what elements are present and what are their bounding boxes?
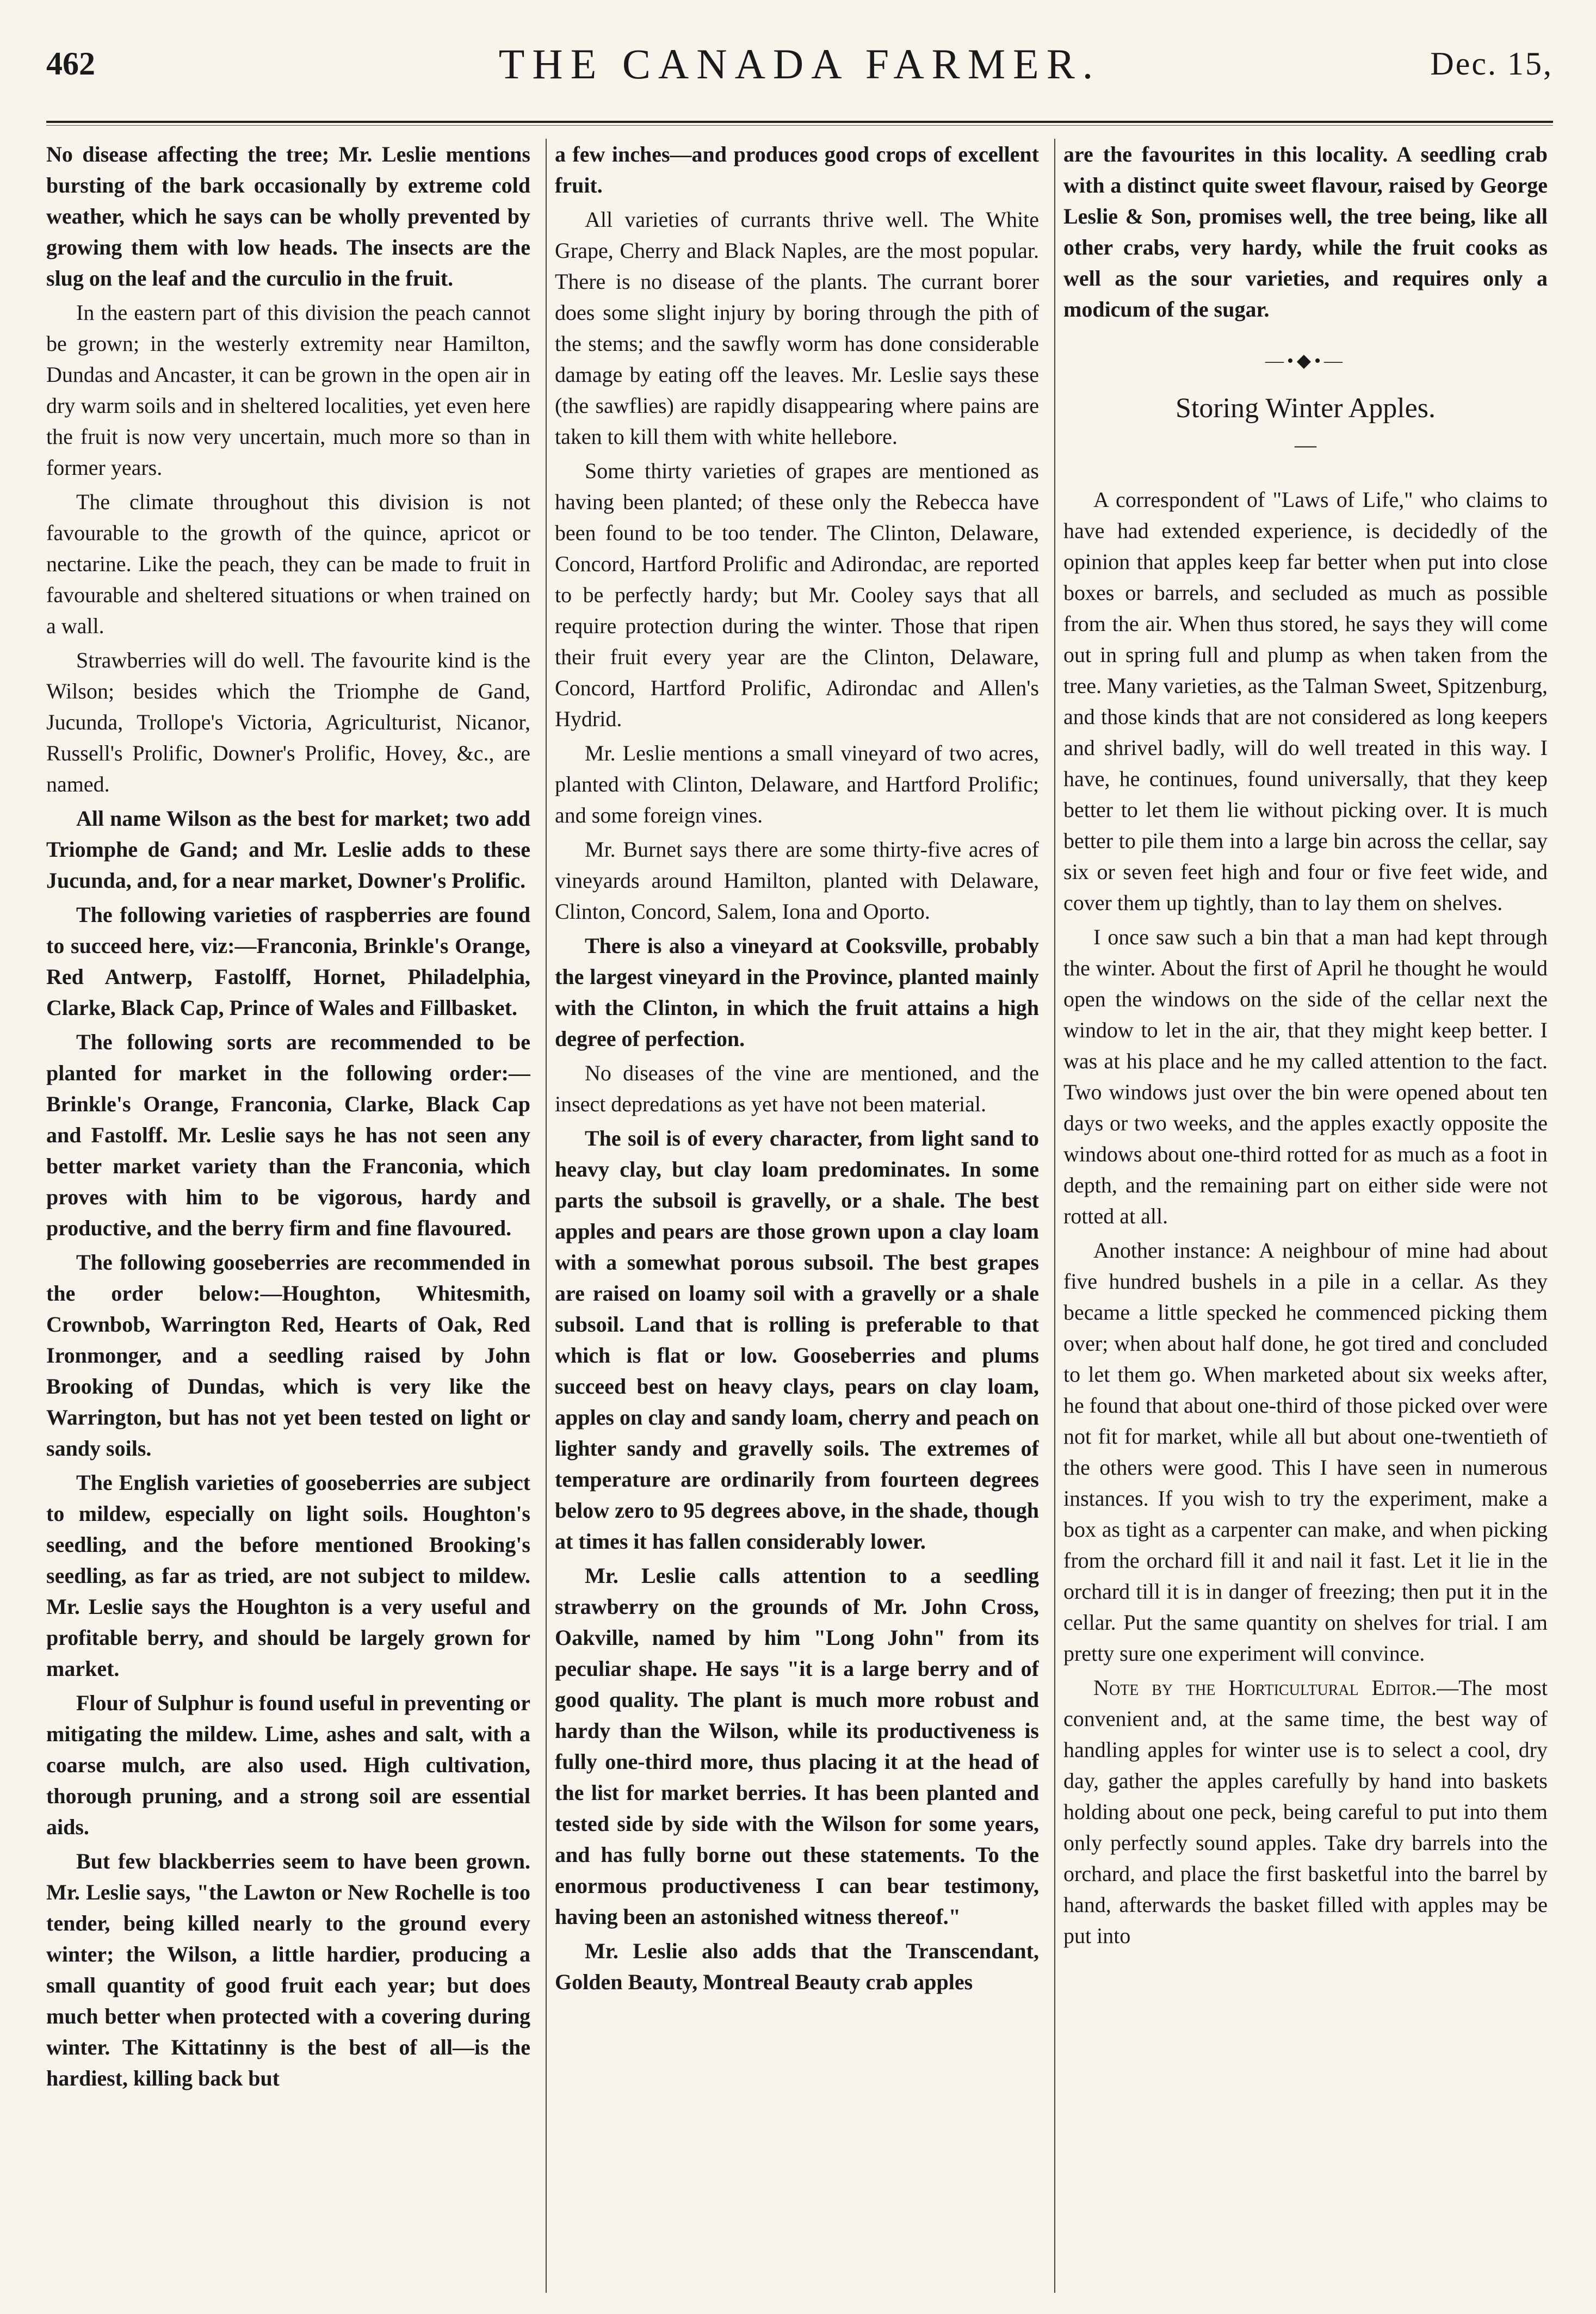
paragraph: The soil is of every character, from light sand to heavy clay, but clay loam predominates. In some parts the subsoil is gravelly, or a shale. The best apples and pears are those grown upon a clay loam with a somewhat porous subsoil. The best grapes are raised on loamy soil with a gravelly or a shale subsoil. Land that is rolling is preferable to that which is flat or low. Gooseberries and plums succeed best on heavy clays, pears on clay loam, apples on clay and sandy loam, cherry and peach on lighter sandy and gravelly soils. The extremes of temperature are ordinarily from fourteen degrees below zero to 95 degrees above, in the shade, though at times it has fallen considerably lower. bbox=[555, 1126, 1039, 1554]
paragraph: Mr. Burnet says there are some thirty-five acres of vineyards around Hamilton, planted with Delaware, Clinton, Concord, Salem, Iona and Oporto. bbox=[555, 837, 1039, 924]
paragraph: A correspondent of "Laws of Life," who claims to have had extended experience, is decidedly of the opinion that apples keep far better when put into close boxes or barrels, and secluded as much as possible from the air. When thus stored, he says they will come out in spring full and plump as when taken from the tree. Many varieties, as the Talman Sweet, Spitzenburg, and those kinds that are not considered as long keepers and shrivel badly, will do well treated in this way. I have, he continues, found universally, that they keep better to let them lie without picking over. It is much better to pile them into a large bin across the cellar, say six or seven feet high and four or five feet wide, and cover them up tightly, than to lay them on shelves. bbox=[1063, 487, 1548, 915]
paragraph: I once saw such a bin that a man had kept through the winter. About the first of April he thought he would open the windows on the side of the cellar next the window to let in the air, that they might keep better. I was at his place and he my called attention to the fact. Two windows just over the bin were opened about ten days or two weeks, and the apples exactly opposite the windows about one-third rotted for as much as a foot in depth, and the remaining part on either side were not rotted at all. bbox=[1063, 925, 1548, 1228]
column-2 bbox=[555, 139, 1039, 2293]
paragraph: There is also a vineyard at Cooksville, probably the largest vineyard in the Province, planted mainly with the Clinton, in which the fruit attains a high degree of perfection. bbox=[555, 933, 1039, 1051]
masthead bbox=[46, 24, 1553, 106]
paragraph: All name Wilson as the best for market; two add Triomphe de Gand; and Mr. Leslie adds to these Jucunda, and, for a near market, Downer's Prolific. bbox=[46, 806, 530, 893]
column-1 bbox=[46, 139, 530, 2293]
page-number: 462 bbox=[46, 46, 95, 82]
editor-note-text: —The most convenient and, at the same time, the best way of handling apples for winter use is to select a cool, dry day, gather the apples carefully by hand into baskets holding about one peck, being careful to put into them only perfectly sound apples. Take dry barrels into the orchard, and place the first basketful into the barrel by hand, afterwards the basket filled with apples may be put into bbox=[1063, 1675, 1548, 1948]
paragraph: a few inches—and produces good crops of excellent fruit. bbox=[555, 142, 1039, 197]
paragraph: Flour of Sulphur is found useful in preventing or mitigating the mildew. Lime, ashes and salt, with a coarse mulch, are also used. High cultivation, thorough pruning, and a strong soil are essential aids. bbox=[46, 1691, 530, 1839]
editor-note-label: Note by the Horticultural Editor. bbox=[1093, 1675, 1437, 1700]
paragraph: are the favourites in this locality. A seedling crab with a distinct quite sweet flavour, raised by George Leslie & Son, promises well, the tree being, like all other crabs, very hardy, while the fruit cooks as well as the sour varieties, and requires only a modicum of the sugar. bbox=[1063, 142, 1548, 321]
column-divider bbox=[1054, 139, 1055, 2293]
paragraph: No diseases of the vine are mentioned, and the insect depredations as yet have not been material. bbox=[555, 1061, 1039, 1116]
paragraph: But few blackberries seem to have been grown. Mr. Leslie says, "the Lawton or New Rochelle is too tender, being killed nearly to the ground every winter; the Wilson, a little hardier, producing a small quantity of good fruit each year; but does much better when protected with a covering during winter. The Kittatinny is the best of all—is the hardiest, killing back but bbox=[46, 1849, 530, 2090]
editor-note bbox=[1063, 1672, 1548, 1951]
paragraph: Mr. Leslie also adds that the Transcendant, Golden Beauty, Montreal Beauty crab apples bbox=[555, 1939, 1039, 1994]
header-rule-thin bbox=[46, 125, 1553, 126]
section-ornament: —•◆•— bbox=[1265, 351, 1346, 371]
paragraph: In the eastern part of this division the peach cannot be grown; in the westerly extremity near Hamilton, Dundas and Ancaster, it can be grown in the open air in dry warm soils and in sheltered localities, yet even here the fruit is now very uncertain, much more so than in former years. bbox=[46, 300, 530, 480]
paragraph: Some thirty varieties of grapes are mentioned as having been planted; of these only the Rebecca have been found to be too tender. The Clinton, Delaware, Concord, Hartford Prolific and Adirondac, are reported to be perfectly hardy; but Mr. Cooley says that all require protection during the winter. Those that ripen their fruit every year are the Clinton, Delaware, Concord, Hartford Prolific, Adirondac and Allen's Hydrid. bbox=[555, 459, 1039, 731]
paragraph: All varieties of currants thrive well. The White Grape, Cherry and Black Naples, are the most popular. There is no disease of the plants. The currant borer does some slight injury by boring through the pith of the stems; and the sawfly worm has done considerable damage by eating off the leaves. Mr. Leslie says these (the sawflies) are rapidly disappearing where pains are taken to kill them with white hellebore. bbox=[555, 207, 1039, 449]
column-3 bbox=[1063, 139, 1548, 2293]
heading-dash: — bbox=[1295, 432, 1316, 457]
paragraph: The following gooseberries are recommended in the order below:—Houghton, Whitesmith, Crownbob, Warrington Red, Hearts of Oak, Red Ironmonger, and a seedling raised by John Brooking of Dundas, which is very like the Warrington, but has not yet been tested on light or sandy soils. bbox=[46, 1250, 530, 1461]
issue-date: Dec. 15, bbox=[1430, 46, 1553, 82]
paragraph: No disease affecting the tree; Mr. Leslie mentions bursting of the bark occasionally by extreme cold weather, which he says can be wholly prevented by growing them with low heads. The insects are the slug on the leaf and the curculio in the fruit. bbox=[46, 142, 530, 290]
publication-title: THE CANADA FARMER. bbox=[498, 40, 1101, 88]
paragraph: Mr. Leslie mentions a small vineyard of two acres, planted with Clinton, Delaware, and Hartford Prolific; and some foreign vines. bbox=[555, 741, 1039, 827]
paragraph: Mr. Leslie calls attention to a seedling strawberry on the grounds of Mr. John Cross, Oakville, named by him "Long John" from its peculiar shape. He says "it is a large berry and of good quality. The plant is much more robust and hardy than the Wilson, while its productiveness is fully one-third more, thus placing it at the head of the list for market berries. It has been planted and tested side by side with the Wilson for some years, and has fully borne out these statements. To the enormous productiveness I can bear testimony, having been an astonished witness thereof." bbox=[555, 1563, 1039, 1929]
column-divider bbox=[546, 139, 547, 2293]
paragraph: The climate throughout this division is not favourable to the growth of the quince, apricot or nectarine. Like the peach, they can be made to fruit in favourable and sheltered situations or when trained on a wall. bbox=[46, 490, 530, 638]
paragraph: The following sorts are recommended to be planted for market in the following order:—Brinkle's Orange, Franconia, Clarke, Black Cap and Fastolff. Mr. Leslie says he has not seen any better market variety than the Franconia, which proves with him to be vigorous, hardy and productive, and the berry firm and fine flavoured. bbox=[46, 1030, 530, 1240]
paragraph: Another instance: A neighbour of mine had about five hundred bushels in a pile in a cellar. As they became a little specked he commenced picking them over; when about half done, he got tired and concluded to let them go. When marketed about six weeks after, he found that about one-third of those picked over were not fit for market, while all but about one-twentieth of the others were good. This I have seen in numerous instances. If you wish to try the experiment, make a box as tight as a carpenter can make, and when picking from the orchard fill it and nail it fast. Let it lie in the orchard till it is in danger of freezing; then put it in the cellar. Put the same quantity on shelves for trial. I am pretty sure one experiment will convince. bbox=[1063, 1238, 1548, 1666]
paragraph: The following varieties of raspberries are found to succeed here, viz:—Franconia, Brinkle's Orange, Red Antwerp, Fastolff, Hornet, Philadelphia, Clarke, Black Cap, Prince of Wales and Fillbasket. bbox=[46, 902, 530, 1020]
paragraph: Strawberries will do well. The favourite kind is the Wilson; besides which the Triomphe de Gand, Jucunda, Trollope's Victoria, Agriculturist, Nicanor, Russell's Prolific, Downer's Prolific, Hovey, &c., are named. bbox=[46, 648, 530, 796]
paragraph: The English varieties of gooseberries are subject to mildew, especially on light soils. Houghton's seedling, and the before mentioned Brooking's seedling, as far as tried, are not subject to mildew. Mr. Leslie says the Houghton is a very useful and profitable berry, and should be largely grown for market. bbox=[46, 1470, 530, 1681]
article-heading: Storing Winter Apples. bbox=[1176, 393, 1436, 424]
header-rule bbox=[46, 121, 1553, 123]
